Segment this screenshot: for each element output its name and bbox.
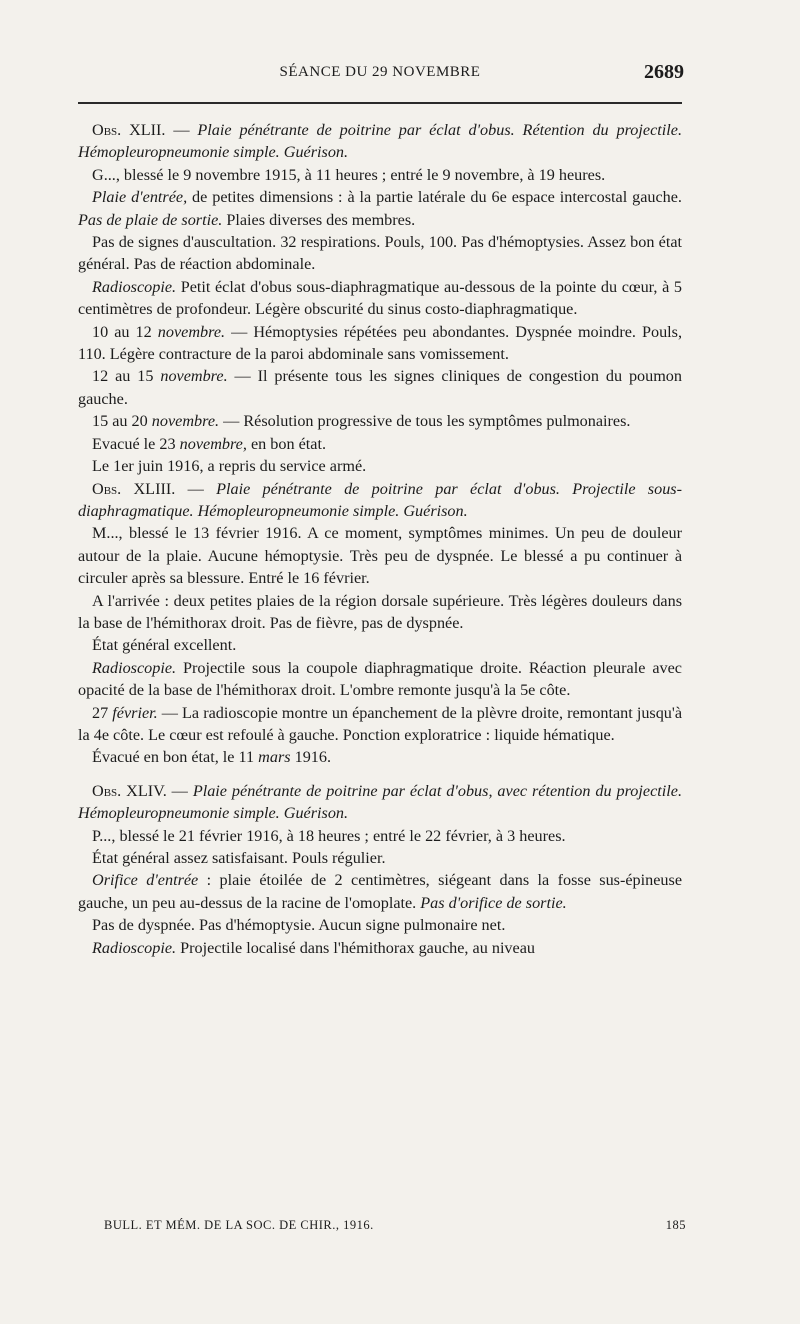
footer-journal: BULL. ET MÉM. DE LA SOC. DE CHIR., 1916.: [104, 1218, 374, 1232]
observation-heading: Obs. XLII. — Plaie pénétrante de poitrine par éclat d'obus. Rétention du projectile. Hémopleuropneumonie simple. Guérison.: [78, 121, 682, 162]
paragraph: Pas de signes d'auscultation. 32 respirations. Pouls, 100. Pas d'hémoptysies. Assez bon état général. Pas de réaction abdominale.: [78, 233, 682, 274]
paragraph: P..., blessé le 21 février 1916, à 18 heures ; entré le 22 février, à 3 heures.: [92, 826, 566, 845]
paragraph: A l'arrivée : deux petites plaies de la région dorsale supérieure. Très légères douleurs dans la base de l'hémithorax droit. Pas de fièvre, pas de dyspnée.: [78, 591, 682, 632]
paragraph: Radioscopie. Projectile localisé dans l'hémithorax gauche, au niveau: [92, 938, 535, 957]
observation-heading: Obs. XLIV. — Plaie pénétrante de poitrine par éclat d'obus, avec rétention du projectile. Hémopleuropneumonie simple. Guérison.: [78, 781, 682, 823]
observation-heading: Obs. XLIII. — Plaie pénétrante de poitrine par éclat d'obus. Projectile sous-diaphragmatique. Hémopleuropneumonie simple. Guérison.: [78, 479, 682, 520]
running-title: SÉANCE DU 29 NOVEMBRE: [279, 64, 481, 80]
paragraph: 10 au 12 novembre. — Hémoptysies répétées peu abondantes. Dyspnée moindre. Pouls, 110. Légère contracture de la paroi abdominale sans vomissement.: [78, 322, 683, 364]
paragraph: Orifice d'entrée : plaie étoilée de 2 centimètres, siégeant dans la fosse sus-épineuse gauche, un peu au-dessus de la racine de l'omoplate. Pas d'orifice de sortie.: [78, 871, 682, 912]
paragraph: G..., blessé le 9 novembre 1915, à 11 heures ; entré le 9 novembre, à 19 heures.: [92, 165, 606, 184]
paragraph: Radioscopie. Projectile sous la coupole diaphragmatique droite. Réaction pleurale avec opacité de la base de l'hémithorax droit. L'ombre remonte jusqu'à la 5e côte.: [78, 658, 682, 700]
paragraph: État général excellent.: [92, 636, 237, 655]
header-rule: [78, 102, 682, 104]
paragraph: Pas de dyspnée. Pas d'hémoptysie. Aucun signe pulmonaire net.: [92, 916, 506, 935]
paragraph: Le 1er juin 1916, a repris du service armé.: [92, 457, 367, 476]
paragraph: Radioscopie. Petit éclat d'obus sous-diaphragmatique au-dessous de la pointe du cœur, à 5 centimètres de profondeur. Légère obscurité du sinus costo-diaphragmatique.: [78, 277, 682, 319]
paragraph: État général assez satisfaisant. Pouls régulier.: [92, 849, 386, 867]
paragraph: 12 au 15 novembre. — Il présente tous les signes cliniques de congestion du poumon gauche.: [78, 367, 682, 408]
page-number: 2689: [644, 61, 684, 83]
paragraph: Évacué en bon état, le 11 mars 1916.: [92, 748, 332, 767]
footer-signature-number: 185: [665, 1218, 686, 1232]
paragraph: Evacué le 23 novembre, en bon état.: [92, 434, 327, 453]
document-page: [78, 0, 686, 1324]
paragraph: Plaie d'entrée, de petites dimensions : à la partie latérale du 6e espace intercostal gauche. Pas de plaie de sortie. Plaies diverses des membres.: [78, 188, 682, 229]
body-text: [78, 119, 682, 959]
paragraph: 27 février. — La radioscopie montre un épanchement de la plèvre droite, remontant jusqu'à la 4e côte. Le cœur est refoulé à gauche. Ponction exploratrice : liquide hématique.: [78, 703, 683, 744]
running-header: [78, 61, 684, 94]
paragraph: M..., blessé le 13 février 1916. A ce moment, symptômes minimes. Un peu de douleur autour de la plaie. Aucune hémoptysie. Très peu de dyspnée. Le blessé a pu continuer à circuler après sa blessure. Entré le 16 février.: [78, 524, 682, 588]
paragraph: 15 au 20 novembre. — Résolution progressive de tous les symptômes pulmonaires.: [92, 412, 631, 431]
